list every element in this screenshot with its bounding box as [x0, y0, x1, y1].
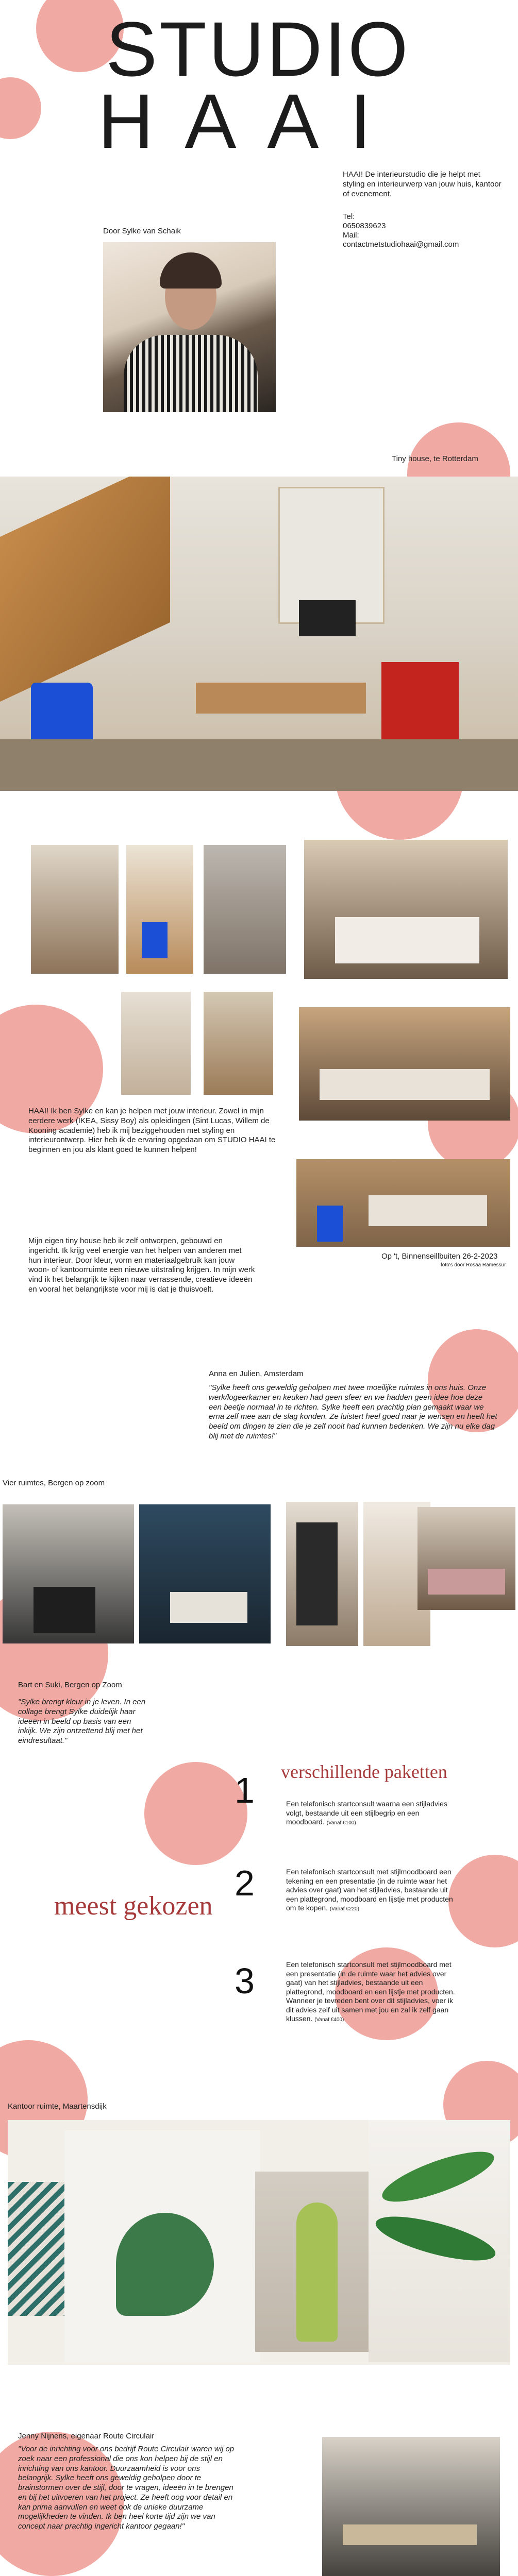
decor-circle [144, 1762, 247, 1865]
palm-leaf [372, 2208, 499, 2269]
palm-leaf [377, 2142, 499, 2211]
desk-shape [343, 2524, 477, 2545]
author-line: Door Sylke van Schaik [103, 227, 181, 235]
table-shape [170, 1592, 247, 1623]
tiny-house-photo [296, 1159, 510, 1247]
tiny-house-photo [126, 845, 193, 974]
package-description: Een telefonisch startconsult met stijlmoodboard met een presentatie (in de ruimte waar het advies over gaat) van het stijladvies, bestaande uit een plattegrond, moodboard en een lijstje met producten. Wanneer je tevreden bent over dit stijladvies, voer ik dit advies zelf uit samen met jou en zal ik zelf gaan klussen. [286, 1960, 455, 2023]
floor-shape [0, 739, 518, 791]
page-title-line2: HAAI [98, 78, 403, 164]
tiny-house-photo [31, 845, 119, 974]
package-description: Een telefonisch startconsult met stijlmoodboard een tekening en een presentatie (in de ruimte waar het advies over gaat) van het stijladvies, bestaande uit een plattegrond, moodboard en lijstje met producten om te kopen. [286, 1868, 453, 1912]
review2-quote: "Sylke brengt kleur in je leven. In een collage brengt Sylke duidelijk haar ideeën in beeld op basis van een inkijk. We zijn ontzettend blij met het eindresultaat." [18, 1698, 146, 1745]
package-price: (Vanaf €220) [329, 1906, 359, 1912]
door-shape [296, 1522, 338, 1625]
package-text [286, 1868, 456, 1913]
review2-author: Bart en Suki, Bergen op Zoom [18, 1681, 122, 1689]
bed-shape [335, 917, 479, 963]
mail-label: Mail: [343, 231, 359, 240]
portrait-photo [103, 242, 276, 412]
leaf-photo [64, 2130, 260, 2362]
tiny-house-caption: Tiny house, te Rotterdam [392, 454, 478, 463]
portrait-hair [160, 252, 222, 289]
tiny-house-hero-photo [0, 477, 518, 791]
tiny-house-story: Mijn eigen tiny house heb ik zelf ontworpen, gebouwd en ingericht. Ik krijg veel energie van het helpen van anderen met hun interieur. Door kleur, vorm en materiaalgebruik kan jouw woon- of kantoorruimte een nieuwe uitstraling krijgen. In mijn werk vind ik het belangrijk te kijken naar verrassende, creatieve ideeën en vooral het belangrijkste voor mij is dat je thuisvoelt. [28, 1236, 255, 1294]
vier-ruimtes-caption: Vier ruimtes, Bergen op zoom [3, 1479, 105, 1487]
review3-author: Jenny Nijnens, eigenaar Route Circulair [18, 2432, 155, 2441]
mail-value[interactable]: contactmetstudiohaai@gmail.com [343, 240, 459, 249]
kantoor-photo [322, 2437, 500, 2576]
monstera-leaf [116, 2213, 214, 2316]
review1-author: Anna en Julien, Amsterdam [209, 1369, 304, 1378]
tiny-house-photo [121, 992, 191, 1095]
blue-chair-shape [142, 922, 168, 958]
package-number: 1 [235, 1770, 255, 1810]
package-number: 2 [235, 1863, 255, 1903]
intro-text: HAAI! De interieurstudio die je helpt met styling en interieurwerp van jouw huis, kantoor of evenement. [343, 170, 502, 198]
most-chosen-label: meest gekozen [54, 1891, 213, 1921]
review3-quote: "Voor de inrichting voor ons bedrijf Route Circulair waren wij op zoek naar een professional die ons kon helpen bij de stijl en inrichting van ons kantoor. Duurzaamheid is voor ons belangrijk. Sylke heeft ons geweldig geholpen door te brainstormen over de stijl, door te vragen, ideeën in te brengen en bij het uitvoeren van het project. Ze heeft oog voor detail en kan prima aanvullen en weet ook de unieke duurzame mogelijkheden te vinden. Ik ben heel korte tijd zijn we van concept naar prachtig ingericht kantoor gegaan!" [18, 2445, 235, 2531]
bergen-photo [417, 1507, 515, 1610]
tel-label: Tel: [343, 212, 355, 221]
tiny-house-date-caption: Op 't, Binnenseillbuiten 26-2-2023 [381, 1252, 498, 1261]
tiny-house-photo [204, 992, 273, 1095]
decor-circle [0, 77, 41, 139]
tiny-house-photo [304, 840, 508, 979]
fashion-photo [255, 2172, 379, 2352]
page-title-line1: STUDIO [106, 6, 410, 92]
kitchen-shape [369, 1195, 487, 1226]
review1-quote: "Sylke heeft ons geweldig geholpen met twee moeilijke ruimtes in ons huis. Onze werk/logeerkamer en keuken had geen sfeer en we hadden geen idee hoe deze een beetje normaal in te richten. Sylke heeft een prachtig plan gemaakt waar we erna zelf mee aan de slag konden. Ze luistert heel goed naar je wensen en heeft het beeld om dingen te zien die je zelf nooit had kunnen bedenken. We zijn nu elke dag blij met de ruimtes!" [209, 1383, 497, 1440]
kitchen-shape [320, 1069, 490, 1100]
portrait-shirt [124, 335, 258, 412]
sofa-shape [428, 1569, 505, 1595]
decor-circle [448, 1855, 518, 1947]
tv-shape [299, 600, 356, 636]
packages-heading: verschillende paketten [281, 1761, 447, 1782]
blue-chair-shape [317, 1206, 343, 1242]
tiny-house-intro: HAAI! Ik ben Sylke en kan je helpen met jouw interieur. Zowel in mijn eerdere werk (IKEA, Sissy Boy) als opleidingen (Sint Lucas, Willem de Kooning academie) heb ik mij beziggehouden met styling en interieurontwerp. Hier heb ik de ervaring opgedaan om STUDIO HAAI te beginnen en jou als klant goed te kunnen helpen! [28, 1107, 276, 1154]
package-number: 3 [235, 1961, 255, 2001]
tel-value[interactable]: 0650839623 [343, 222, 386, 230]
tiny-house-photo [299, 1007, 510, 1121]
bench-shape [196, 683, 366, 714]
tiny-house-photo [204, 845, 286, 974]
palm-photo [369, 2120, 510, 2362]
package-text [286, 1960, 456, 2024]
package-price: (Vanaf €100) [326, 1820, 356, 1826]
person-shape [296, 2202, 338, 2342]
bergen-photo [286, 1502, 358, 1646]
chair-shape [34, 1587, 95, 1633]
bergen-photo [3, 1504, 134, 1643]
package-description: Een telefonisch startconsult waarna een stijladvies volgt, bestaande uit een stijlbegrip en een moodboard. [286, 1800, 447, 1826]
kantoor-collage [8, 2120, 510, 2365]
package-text [286, 1800, 456, 1827]
bergen-photo [139, 1504, 271, 1643]
kantoor-caption: Kantoor ruimte, Maartensdijk [8, 2102, 107, 2111]
pattern-panel [8, 2182, 64, 2316]
package-price: (Vanaf €400) [314, 2017, 344, 2023]
stair-shape [0, 477, 170, 702]
tiny-house-photo-credit: foto's door Rosaa Ramessur [441, 1262, 506, 1268]
